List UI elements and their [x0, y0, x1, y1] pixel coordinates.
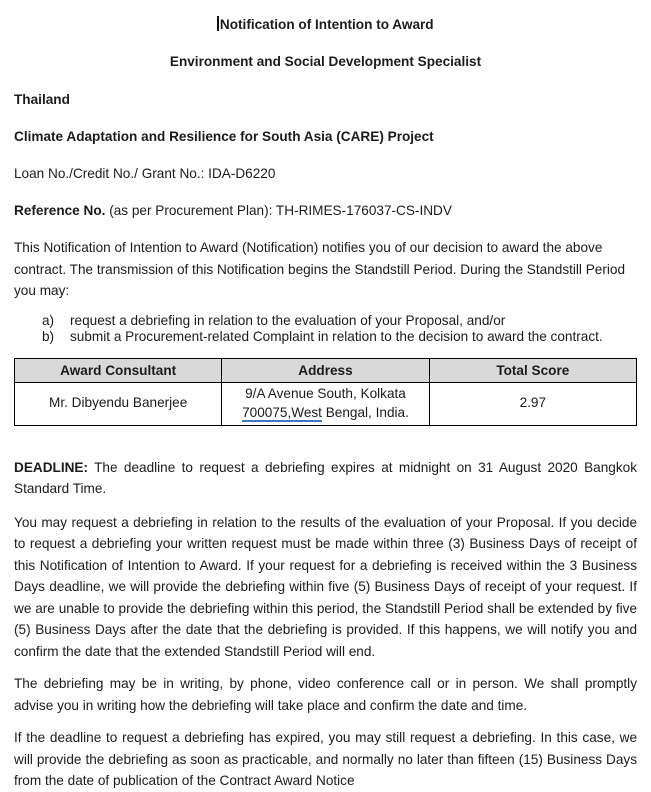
list-text-b: submit a Procurement-related Complaint in relation to the decision to award the contract. — [70, 329, 603, 344]
document-title — [14, 14, 637, 36]
text-cursor — [217, 16, 219, 31]
document-subtitle: Environment and Social Development Specialist — [169, 53, 482, 69]
expired-deadline-paragraph: If the deadline to request a debriefing has expired, you may still request a debriefing. In this case, we will provide the debriefing as soon as practicable, and normally no later than fifteen (15) Business Days from the date of publication of the Contract Award Notice — [14, 730, 637, 788]
deadline-paragraph — [14, 457, 637, 500]
country-line: Thailand — [14, 92, 70, 107]
address-hyperlink[interactable]: 700075,West — [242, 404, 322, 420]
header-total-score: Total Score — [429, 358, 636, 382]
deadline-label: DEADLINE: — [14, 459, 89, 475]
document-title-text: Notification of Intention to Award — [219, 17, 434, 32]
deadline-text: The deadline to request a debriefing expires at midnight on 31 August 2020 Bangkok Standard Time. — [14, 459, 637, 496]
header-award-consultant: Award Consultant — [15, 358, 222, 382]
project-line: Climate Adaptation and Resilience for South Asia (CARE) Project — [14, 129, 434, 144]
list-item-b — [14, 329, 637, 346]
list-marker-a: a) — [42, 312, 55, 328]
award-table-data-row — [15, 382, 637, 425]
debriefing-details-paragraph: You may request a debriefing in relation to the results of the evaluation of your Proposal. If you decide to request a debriefing your written request must be made within three (3) Business Days of receipt of this Notification of Intention to Award. If your request for a debriefing is received within the 3 Business Days deadline, we will provide the debriefing within five (5) Business Days of receipt of your request. If we are unable to provide the debriefing within this period, the Standstill Period shall be extended by five (5) Business Days after the date that the debriefing is provided. If this happens, we will notify you and confirm the date that the extended Standstill Period will end. — [14, 514, 637, 659]
reference-label: Reference No. — [14, 203, 106, 218]
debriefing-format-paragraph: The debriefing may be in writing, by phone, video conference call or in person. We shall promptly advise you in writing how the debriefing will take place and confirm the date and time. — [14, 676, 637, 713]
intro-paragraph: This Notification of Intention to Award (Notification) notifies you of our decision to award the above contract. The transmission of this Notification begins the Standstill Period. During the Standstill Period you may: — [14, 240, 626, 298]
reference-value: (as per Procurement Plan): TH-RIMES-176037-CS-INDV — [105, 203, 452, 218]
options-list — [14, 313, 637, 346]
cell-consultant: Mr. Dibyendu Banerjee — [15, 382, 222, 425]
award-table-header-row — [15, 358, 637, 382]
address-line1: 9/A Avenue South, Kolkata — [245, 386, 406, 401]
address-rest: Bengal, India. — [321, 404, 409, 420]
list-marker-b: b) — [42, 329, 55, 344]
award-table — [14, 358, 637, 426]
loan-line: Loan No./Credit No./ Grant No.: IDA-D6220 — [14, 166, 276, 181]
list-item-a — [14, 313, 637, 330]
header-address: Address — [222, 358, 429, 382]
cell-total-score: 2.97 — [429, 382, 636, 425]
reference-line — [14, 200, 637, 222]
list-text-a: request a debriefing in relation to the evaluation of your Proposal, and/or — [70, 312, 506, 328]
cell-address — [222, 382, 429, 425]
